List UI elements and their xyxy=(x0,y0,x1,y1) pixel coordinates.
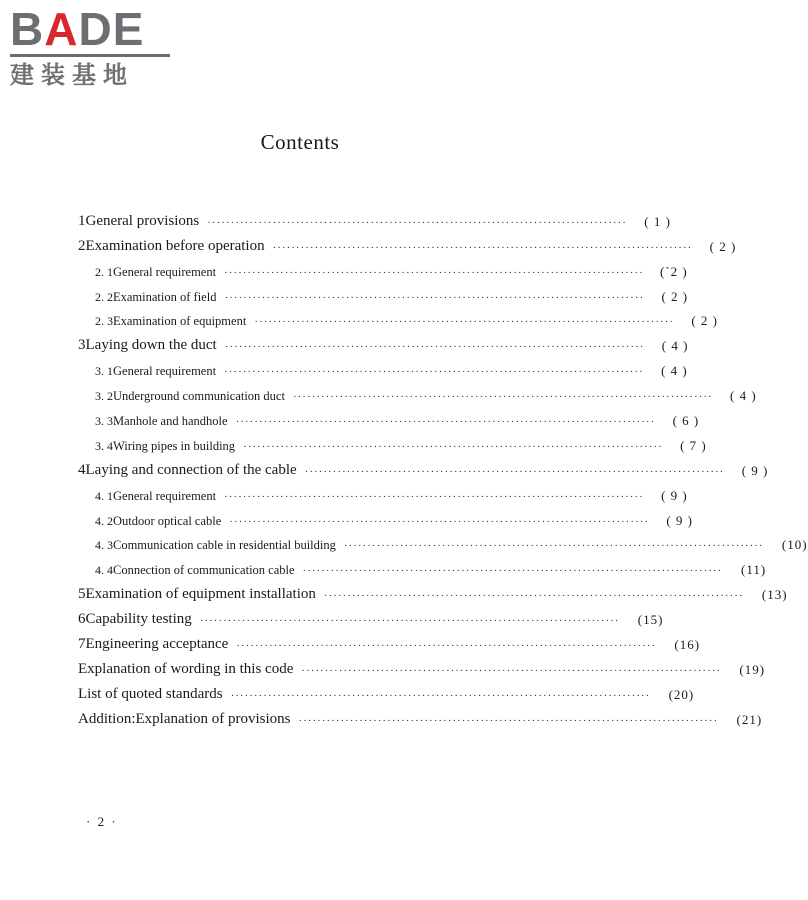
toc-entry xyxy=(78,406,700,431)
toc-entry xyxy=(78,381,757,406)
toc-entry-title: Capability testing xyxy=(85,611,192,628)
toc-entry xyxy=(78,655,766,680)
toc-entry-title: Underground communication duct xyxy=(113,389,285,404)
toc-entry xyxy=(78,257,688,282)
toc-entry-page: ( 2 ) xyxy=(661,288,689,304)
toc-entry-title: Wiring pipes in building xyxy=(113,438,236,453)
toc-entry-title: Connection of communication cable xyxy=(113,563,295,578)
toc-entry-page: (11) xyxy=(741,562,767,578)
toc-entry-page: ( 4 ) xyxy=(661,338,689,354)
logo-wordmark: BADE xyxy=(10,3,145,55)
toc-entry-title: List of quoted standards xyxy=(78,685,223,702)
toc-dot-leader: ·························································································· xyxy=(301,664,722,677)
toc-entry-title: Addition:Explanation of provisions xyxy=(78,710,291,727)
table-of-contents xyxy=(78,207,808,730)
toc-entry-number: 3 xyxy=(78,337,86,354)
toc-entry-title: Examination before operation xyxy=(85,237,265,254)
toc-dot-leader: ·························································································· xyxy=(207,216,627,229)
toc-entry xyxy=(78,232,737,257)
toc-dot-leader: ·························································································· xyxy=(254,316,674,329)
toc-dot-leader: ·························································································· xyxy=(224,366,644,379)
toc-dot-leader: ·························································································· xyxy=(304,465,725,478)
toc-entry-number: 4. 3 xyxy=(95,538,113,553)
toc-dot-leader: ·························································································· xyxy=(199,615,620,628)
toc-dot-leader: ·························································································· xyxy=(292,391,713,404)
toc-entry-page: (16) xyxy=(674,637,701,653)
logo-subtitle: 建装基地 xyxy=(10,61,134,89)
toc-entry xyxy=(78,630,701,655)
toc-entry xyxy=(78,705,763,730)
toc-dot-leader: ·························································································· xyxy=(229,515,649,528)
toc-entry-page: ( 4 ) xyxy=(661,363,688,379)
toc-entry xyxy=(78,481,688,506)
toc-entry xyxy=(78,680,695,705)
toc-entry-page: ( 2 ) xyxy=(691,313,718,329)
toc-entry-page: ( 7 ) xyxy=(680,437,707,453)
toc-entry-page: (13) xyxy=(761,587,788,603)
toc-entry-title: Communication cable in residential building xyxy=(113,538,336,553)
toc-entry-title: Examination of field xyxy=(113,289,217,304)
toc-entry-number: 1 xyxy=(78,212,86,229)
toc-dot-leader: ·························································································· xyxy=(243,440,663,453)
toc-entry-page: (19) xyxy=(739,661,766,677)
toc-entry xyxy=(78,356,688,381)
toc-entry-number: 3. 1 xyxy=(95,364,113,379)
toc-entry-title: Examination of equipment xyxy=(113,314,247,329)
toc-entry xyxy=(78,331,689,356)
toc-entry-number: 4. 4 xyxy=(95,563,113,578)
page-number: · 2 · xyxy=(86,814,118,829)
toc-entry-title: Laying and connection of the cable xyxy=(85,461,297,478)
toc-entry xyxy=(78,555,767,580)
toc-entry xyxy=(78,207,671,232)
toc-entry-number: 4 xyxy=(78,461,86,478)
toc-entry-page: (10) xyxy=(781,537,808,553)
toc-dot-leader: ·························································································· xyxy=(224,341,645,354)
toc-entry-page: ( 6 ) xyxy=(672,413,700,429)
toc-entry xyxy=(78,506,693,531)
toc-dot-leader: ·························································································· xyxy=(224,490,644,503)
toc-entry-page: ( 9 ) xyxy=(661,487,688,503)
toc-entry-page: (20) xyxy=(668,686,695,702)
toc-entry xyxy=(78,580,788,605)
toc-entry-number: 7 xyxy=(78,636,86,653)
toc-dot-leader: ·························································································· xyxy=(224,266,644,279)
toc-entry-page: (15) xyxy=(637,612,664,628)
toc-entry xyxy=(78,431,707,456)
toc-entry-number: 2. 3 xyxy=(95,314,113,329)
toc-entry-title: Laying down the duct xyxy=(85,337,217,354)
toc-entry-title: Manhole and handhole xyxy=(113,414,228,429)
toc-entry xyxy=(78,307,718,332)
toc-entry-number: 5 xyxy=(78,586,86,603)
toc-entry xyxy=(78,456,769,481)
toc-entry-page: ( 9 ) xyxy=(741,462,769,478)
toc-dot-leader: ·························································································· xyxy=(343,540,764,553)
page-title: Contents xyxy=(260,130,340,154)
toc-dot-leader: ·························································································· xyxy=(298,714,719,727)
toc-entry xyxy=(78,282,689,307)
toc-entry-number: 3. 3 xyxy=(95,414,113,429)
toc-entry-number: 4. 1 xyxy=(95,488,113,503)
toc-entry-number: 2. 2 xyxy=(95,289,113,304)
toc-entry-page: (21) xyxy=(736,711,763,727)
toc-dot-leader: ·························································································· xyxy=(236,640,657,653)
toc-entry-number: 6 xyxy=(78,611,86,628)
toc-entry-number: 3. 4 xyxy=(95,438,113,453)
toc-entry-number: 2 xyxy=(78,237,86,254)
toc-entry xyxy=(78,605,664,630)
toc-entry-page: ( 9 ) xyxy=(666,512,693,528)
publisher-logo xyxy=(10,3,180,90)
toc-dot-leader: ·························································································· xyxy=(323,590,744,603)
toc-entry-title: General provisions xyxy=(85,212,200,229)
toc-dot-leader: ·························································································· xyxy=(230,689,651,702)
toc-entry-page: (`2 ) xyxy=(660,263,688,279)
toc-entry-title: General requirement xyxy=(113,264,217,279)
toc-entry-number: 3. 2 xyxy=(95,389,113,404)
toc-entry-title: General requirement xyxy=(113,488,217,503)
toc-entry-number: 2. 1 xyxy=(95,264,113,279)
toc-entry-title: Explanation of wording in this code xyxy=(78,660,294,677)
toc-entry-page: ( 4 ) xyxy=(729,388,757,404)
toc-entry-title: Outdoor optical cable xyxy=(113,513,222,528)
toc-entry-page: ( 2 ) xyxy=(709,238,737,254)
toc-entry xyxy=(78,531,808,556)
toc-dot-leader: ·························································································· xyxy=(302,565,723,578)
toc-entry-title: Examination of equipment installation xyxy=(85,586,316,603)
toc-entry-title: General requirement xyxy=(113,364,217,379)
toc-dot-leader: ·························································································· xyxy=(235,416,656,429)
toc-entry-title: Engineering acceptance xyxy=(85,636,229,653)
toc-dot-leader: ·························································································· xyxy=(224,291,645,304)
toc-entry-number: 4. 2 xyxy=(95,513,113,528)
toc-dot-leader: ·························································································· xyxy=(272,241,693,254)
toc-entry-page: ( 1 ) xyxy=(644,213,671,229)
